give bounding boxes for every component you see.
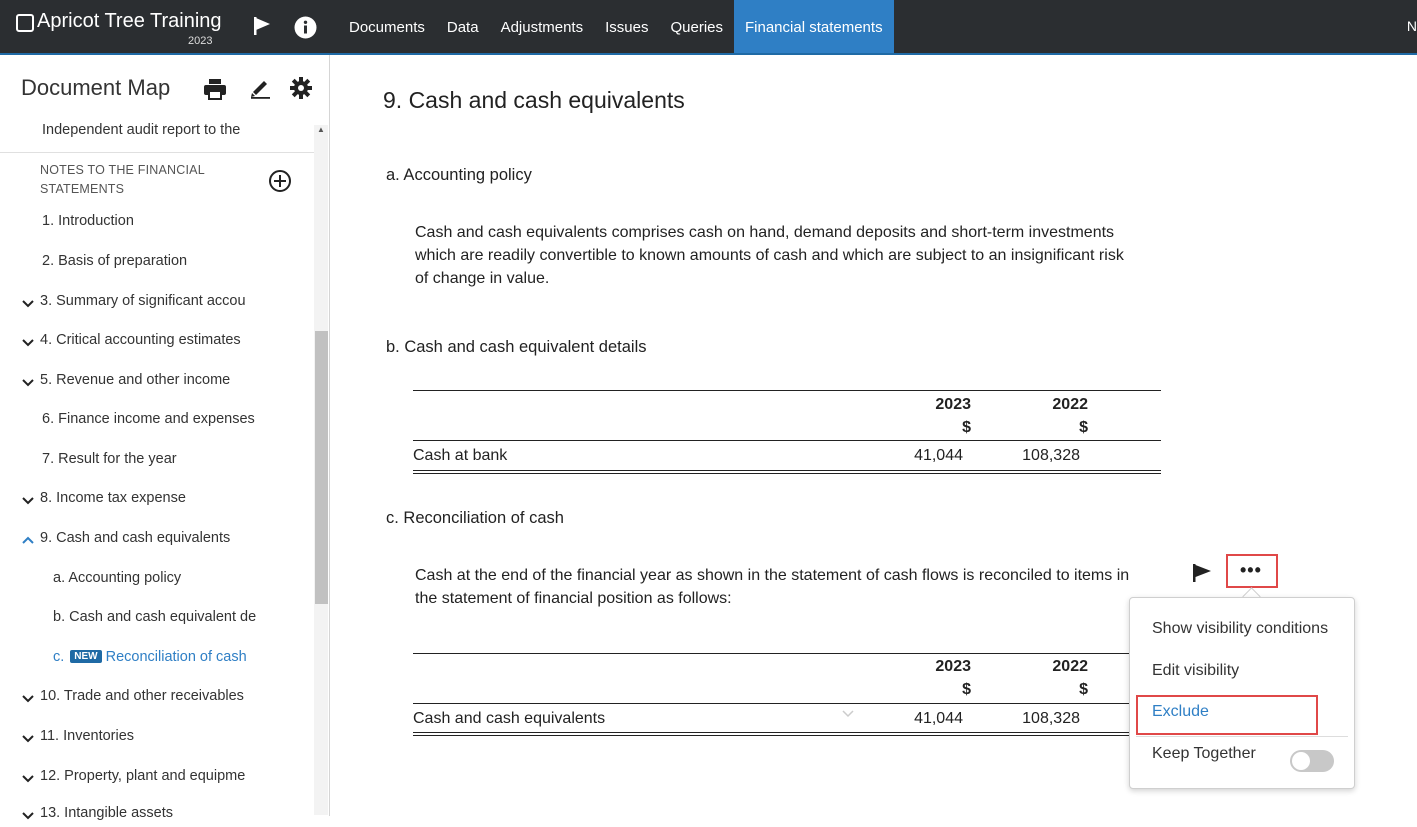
sidebar-item-prefix: c. xyxy=(53,649,65,665)
sidebar-item-label: 8. Income tax expense xyxy=(40,490,186,506)
topbar-edge-text[interactable]: N xyxy=(1406,18,1417,34)
nav-data[interactable]: Data xyxy=(446,19,479,36)
section-b-heading: b. Cash and cash equivalent details xyxy=(386,338,647,356)
new-badge: NEW xyxy=(70,650,101,663)
value-2023: 41,044 xyxy=(914,710,963,727)
brand-year: 2023 xyxy=(188,35,213,47)
sidebar-item[interactable] xyxy=(0,253,312,275)
nav-issues[interactable]: Issues xyxy=(605,19,649,36)
accounting-policy-paragraph[interactable] xyxy=(415,221,1175,290)
year-header: 2023 xyxy=(935,658,971,675)
top-bar xyxy=(0,0,1417,55)
sidebar-item-label: 1. Introduction xyxy=(42,213,134,229)
sidebar-item-label: 4. Critical accounting estimates xyxy=(40,332,241,348)
value-2023: 41,044 xyxy=(914,447,963,464)
sidebar-item[interactable] xyxy=(0,688,312,710)
keep-together-toggle[interactable] xyxy=(1290,750,1334,772)
brand-logo-icon xyxy=(16,14,34,32)
pen-icon[interactable] xyxy=(249,77,271,104)
sidebar-item-text: Reconciliation of cash xyxy=(105,649,247,665)
visibility-menu xyxy=(1129,597,1355,789)
sidebar-item-label: 11. Inventories xyxy=(40,728,135,744)
menu-item-exclude[interactable]: Exclude xyxy=(1152,703,1209,720)
sidebar-item[interactable] xyxy=(0,649,312,671)
chevron-down-icon[interactable] xyxy=(22,771,34,783)
sidebar-item-label: 3. Summary of significant accou xyxy=(40,293,246,309)
table-top-rule xyxy=(413,390,1161,391)
currency-header: $ xyxy=(962,681,971,698)
sidebar-item-label: 9. Cash and cash equivalents xyxy=(40,530,231,546)
flag-icon[interactable] xyxy=(1191,562,1213,589)
currency-header: $ xyxy=(962,419,971,436)
sidebar-item-label xyxy=(53,649,261,665)
sidebar-item[interactable] xyxy=(0,609,312,631)
nav-adjustments[interactable]: Adjustments xyxy=(500,19,584,36)
nav-queries[interactable]: Queries xyxy=(670,19,723,36)
sidebar-item[interactable] xyxy=(0,570,312,592)
sidebar-item[interactable] xyxy=(0,728,312,750)
print-icon[interactable] xyxy=(203,78,227,105)
section-a-heading: a. Accounting policy xyxy=(386,166,532,184)
brand-name: Apricot Tree Training xyxy=(37,10,222,32)
year-header: 2022 xyxy=(1052,658,1088,675)
sidebar-scrollbar-thumb[interactable] xyxy=(315,331,328,604)
row-label: Cash at bank xyxy=(413,447,508,464)
year-header: 2023 xyxy=(935,396,971,413)
more-dots-icon: ••• xyxy=(1240,560,1262,580)
sidebar-item-label: 5. Revenue and other income xyxy=(40,372,231,388)
toggle-knob xyxy=(1292,752,1310,770)
sidebar-item-label: 12. Property, plant and equipme xyxy=(40,768,246,784)
para-line: Cash and cash equivalents comprises cash on hand, demand deposits and short-term investments xyxy=(415,224,1115,241)
more-options-button[interactable] xyxy=(1226,554,1278,588)
para-line: which are readily convertible to known amounts of cash and which are subject to an insignificant risk xyxy=(415,247,1124,264)
chevron-down-icon[interactable] xyxy=(22,493,34,505)
gear-icon[interactable] xyxy=(290,77,312,104)
section-line-1: NOTES TO THE FINANCIAL xyxy=(40,163,205,177)
sidebar-item[interactable] xyxy=(0,805,312,827)
header-rule xyxy=(413,440,1161,441)
sidebar-section-notes xyxy=(40,161,205,199)
sidebar-item[interactable] xyxy=(0,530,312,552)
reconciliation-paragraph[interactable] xyxy=(415,564,1175,610)
sidebar-item[interactable] xyxy=(0,411,312,433)
currency-header: $ xyxy=(1079,681,1088,698)
total-double-rule xyxy=(413,470,1161,474)
info-icon[interactable] xyxy=(294,16,317,44)
chevron-down-icon[interactable] xyxy=(842,705,854,723)
document-map-title: Document Map xyxy=(21,75,171,100)
value-2022: 108,328 xyxy=(1022,710,1080,727)
sidebar-item[interactable] xyxy=(0,293,312,315)
chevron-down-icon[interactable] xyxy=(22,731,34,743)
chevron-down-icon[interactable] xyxy=(22,691,34,703)
scroll-up-arrow-icon[interactable]: ▲ xyxy=(317,125,325,134)
sidebar-item-label: 2. Basis of preparation xyxy=(42,253,188,269)
chevron-down-icon[interactable] xyxy=(22,808,34,820)
chevron-down-icon[interactable] xyxy=(22,335,34,347)
page-title: 9. Cash and cash equivalents xyxy=(383,87,685,113)
sidebar-item-label: a. Accounting policy xyxy=(53,570,182,586)
sidebar-item[interactable] xyxy=(0,332,312,354)
nav-documents[interactable]: Documents xyxy=(349,19,425,36)
chevron-down-icon[interactable] xyxy=(22,375,34,387)
flag-icon[interactable] xyxy=(251,15,273,42)
sidebar-item-label: 6. Finance income and expenses xyxy=(42,411,255,427)
sidebar-item-label: 13. Intangible assets xyxy=(40,805,174,821)
main-nav xyxy=(338,0,894,53)
menu-divider xyxy=(1136,736,1348,737)
sidebar-item-label: 10. Trade and other receivables xyxy=(40,688,244,704)
para-line: Cash at the end of the financial year as shown in the statement of cash flows is reconciled to items in xyxy=(415,567,1130,584)
sidebar-item-audit-report[interactable]: Independent audit report to the xyxy=(42,122,241,138)
nav-financial-statements[interactable]: Financial statements xyxy=(734,0,894,53)
chevron-up-icon[interactable] xyxy=(22,533,34,545)
sidebar-item[interactable] xyxy=(0,451,312,473)
year-header: 2022 xyxy=(1052,396,1088,413)
para-line: the statement of financial position as follows: xyxy=(415,590,732,607)
header-rule xyxy=(413,703,1161,704)
row-label: Cash and cash equivalents xyxy=(413,710,606,727)
menu-item-edit-visibility[interactable]: Edit visibility xyxy=(1152,662,1240,679)
sidebar-item-label: b. Cash and cash equivalent de xyxy=(53,609,257,625)
menu-item-show-visibility-conditions[interactable]: Show visibility conditions xyxy=(1152,620,1329,637)
chevron-down-icon[interactable] xyxy=(22,296,34,308)
sidebar-item[interactable] xyxy=(0,768,312,790)
value-2022: 108,328 xyxy=(1022,447,1080,464)
sidebar-item-label: 7. Result for the year xyxy=(42,451,177,467)
sidebar-item[interactable] xyxy=(0,213,312,235)
document-map-sidebar xyxy=(0,55,330,821)
currency-header: $ xyxy=(1079,419,1088,436)
total-double-rule xyxy=(413,732,1161,736)
menu-item-keep-together: Keep Together xyxy=(1152,745,1256,762)
document-content xyxy=(331,55,1417,816)
sidebar-item[interactable] xyxy=(0,372,312,394)
add-note-icon[interactable] xyxy=(268,169,292,198)
sidebar-item[interactable] xyxy=(0,490,312,512)
section-c-heading: c. Reconciliation of cash xyxy=(386,509,564,527)
sidebar-divider xyxy=(0,152,314,153)
section-line-2: STATEMENTS xyxy=(40,182,125,196)
table-top-rule xyxy=(413,653,1161,654)
para-line: of change in value. xyxy=(415,270,550,287)
